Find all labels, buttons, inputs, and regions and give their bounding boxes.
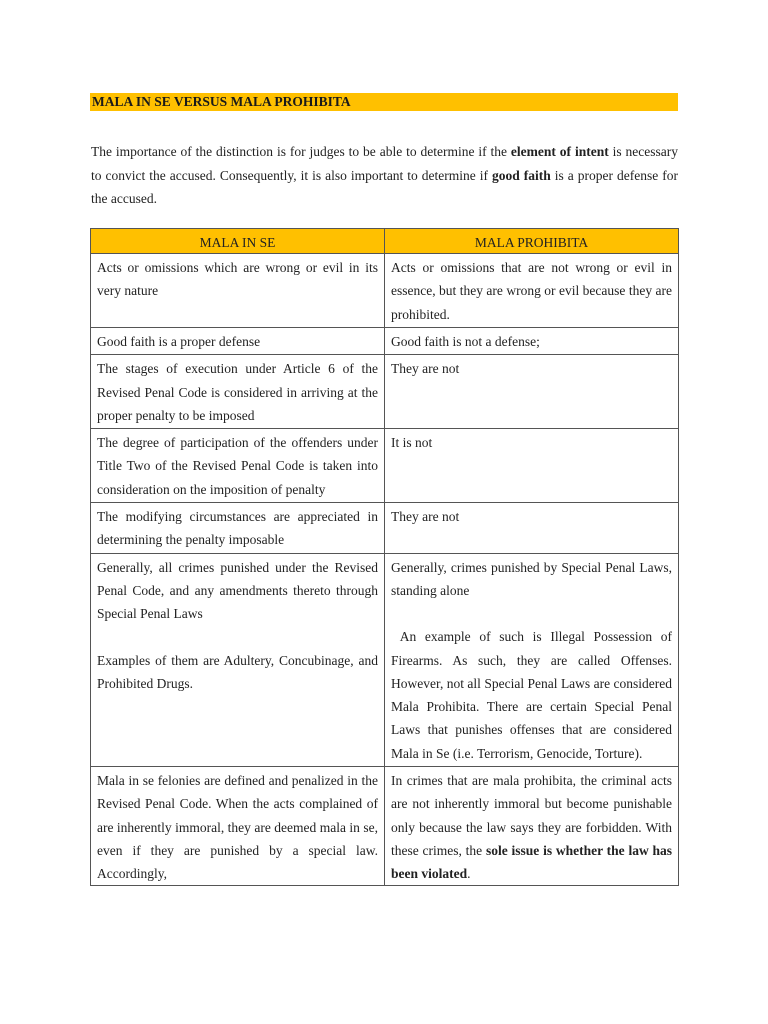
intro-text-1: The importance of the distinction is for judges to be able to determine if the — [91, 144, 511, 159]
cell-left-para-1: Generally, all crimes punished under the Revised Penal Code, and any amendments thereto through Special Penal Laws — [97, 559, 378, 622]
table-row — [91, 767, 679, 886]
table-row — [91, 355, 679, 429]
cell-left: The degree of participation of the offenders under Title Two of the Revised Penal Code is taken into consideration on the imposition of penalty — [91, 429, 385, 503]
cell-right: It is not — [385, 429, 679, 503]
table-row — [91, 553, 679, 766]
cell-right-para-2: An example of such is Illegal Possession of Firearms. As such, they are called Offenses. However, not all Special Penal Laws are considered Mala Prohibita. There are certain Special Penal Laws that punishes offenses that are considered Mala in Se (i.e. Terrorism, Genocide, Torture). — [391, 629, 676, 761]
cell-right — [385, 553, 679, 766]
cell-right: Acts or omissions that are not wrong or evil in essence, but they are wrong or evil because they are prohibited. — [385, 254, 679, 328]
table-row — [91, 503, 679, 554]
cell-right: They are not — [385, 355, 679, 429]
intro-text-3: is a proper defense for the accused. — [91, 167, 678, 206]
header-mala-prohibita: MALA PROHIBITA — [385, 229, 679, 254]
section-heading: MALA IN SE VERSUS MALA PROHIBITA — [92, 94, 351, 109]
cell-left: The stages of execution under Article 6 of the Revised Penal Code is considered in arriving at the proper penalty to be imposed — [91, 355, 385, 429]
cell-left: The modifying circumstances are appreciated in determining the penalty imposable — [91, 503, 385, 554]
table-row — [91, 328, 679, 355]
intro-paragraph — [91, 140, 678, 211]
cell-left-text-clip — [97, 769, 378, 884]
cell-left — [91, 767, 385, 886]
cell-right — [385, 767, 679, 886]
intro-bold-2: good faith — [492, 167, 551, 183]
cell-left-text: Mala in se felonies are defined and penalized in the Revised Penal Code. When the acts complained of are inherently immoral, they are deemed mala in se, even if they are punished by a special law. Accordingly, — [97, 773, 378, 882]
table-header-row — [91, 229, 679, 254]
cell-left: Acts or omissions which are wrong or evil in its very nature — [91, 254, 385, 328]
cell-right: Good faith is not a defense; — [385, 328, 679, 355]
header-mala-in-se: MALA IN SE — [91, 229, 385, 254]
cell-right-para-1: Generally, crimes punished by Special Penal Laws, standing alone — [391, 559, 672, 598]
cell-left-para-2: Examples of them are Adultery, Concubinage, and Prohibited Drugs. — [97, 652, 378, 691]
intro-bold-1: element of intent — [510, 144, 609, 159]
table-row — [91, 254, 679, 328]
cell-right-text: In crimes that are mala prohibita, the criminal acts are not inherently immoral but become punishable only because the law says they are forbidden. With these crimes, the — [391, 773, 672, 858]
cell-right-bold: sole issue is whether the law has been violated — [391, 842, 672, 882]
cell-right-text-clip — [391, 769, 672, 884]
comparison-table — [90, 228, 679, 886]
cell-right: They are not — [385, 503, 679, 554]
cell-left — [91, 553, 385, 766]
intro-text-2: is necessary to convict the accused. Consequently, it is also important to determine if — [91, 144, 678, 183]
cell-left: Good faith is a proper defense — [91, 328, 385, 355]
cell-right-end: . — [467, 866, 471, 882]
table-row — [91, 429, 679, 503]
